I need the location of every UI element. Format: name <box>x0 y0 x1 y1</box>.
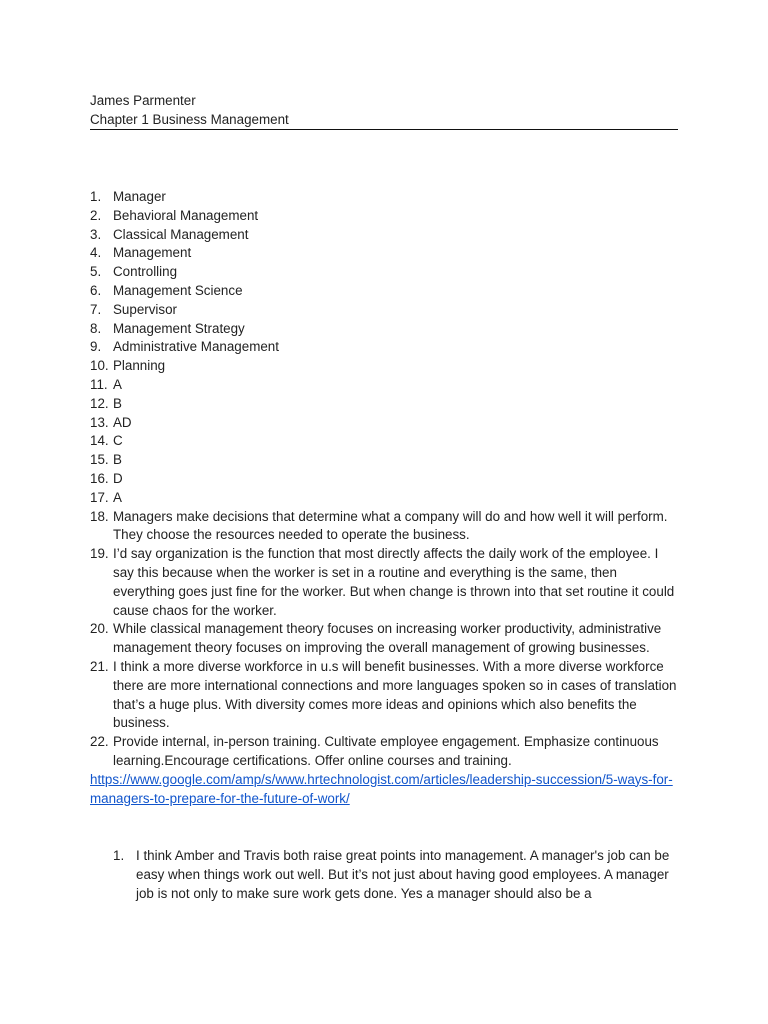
list-item-text: Controlling <box>113 264 178 280</box>
answer-item <box>90 414 680 433</box>
list-item-text: While classical management theory focuses on increasing worker productivity, administrative management theory focuses on improving the overall management of growing businesses. <box>113 621 662 656</box>
list-item-text: A <box>113 376 122 392</box>
list-item-text: Management <box>113 245 192 261</box>
list-item-text: Behavioral Management <box>113 207 259 223</box>
list-item-number: 20. <box>90 621 109 637</box>
list-item-number: 13. <box>90 414 109 430</box>
list-item-number: 1. <box>113 848 125 864</box>
answer-item <box>90 733 680 771</box>
list-item-text: I’d say organization is the function that most directly affects the daily work of the employee. I say this because when the worker is set in a routine and everything is the same, then everything goes just fine for the worker. But when change is thrown into that set routine it could cause chaos for the worker. <box>113 546 675 618</box>
answer-item <box>90 338 680 357</box>
list-item-text: I think a more diverse workforce in u.s will benefit businesses. With a more diverse workforce there are more international connections and more languages spoken so in cases of translation that’s a huge plus. With diversity comes more ideas and opinions which also benefits the business. <box>113 658 677 731</box>
document-page <box>90 91 680 904</box>
answer-item <box>90 226 680 245</box>
answer-item <box>90 545 680 620</box>
list-item-text: Provide internal, in-person training. Cultivate employee engagement. Emphasize continuous learning.Encourage certifications. Offer online courses and training. <box>113 734 659 768</box>
list-item-text: Administrative Management <box>113 339 279 355</box>
list-item-number: 1. <box>90 189 102 204</box>
list-item-number: 16. <box>90 470 109 486</box>
answer-item <box>90 301 680 320</box>
answer-item <box>90 432 680 451</box>
answer-item <box>90 357 680 376</box>
discussion-list <box>90 847 680 903</box>
list-item-text: Management Strategy <box>113 320 245 336</box>
list-item-number: 17. <box>90 489 109 505</box>
list-item-text: C <box>113 433 123 449</box>
list-item-number: 9. <box>90 339 102 355</box>
list-item-text: Supervisor <box>113 301 178 317</box>
answer-item <box>90 244 680 263</box>
list-item-number: 19. <box>90 546 109 562</box>
list-item-text: AD <box>113 414 132 430</box>
answer-item <box>90 188 680 207</box>
list-item-text: I think Amber and Travis both raise great points into management. A manager's job can be easy when things work out well. But it’s not just about having good employees. A manager job is not only to make sure work gets done. Yes a manager should also be a <box>136 848 670 901</box>
answer-item <box>90 470 680 489</box>
list-item-number: 5. <box>90 264 102 280</box>
list-item-number: 14. <box>90 433 109 449</box>
source-link[interactable]: https://www.google.com/amp/s/www.hrtechnologist.com/articles/leadership-succession/5-ways-for-managers-to-prepare-for-the-future-of-work/ <box>90 771 673 806</box>
list-item-number: 4. <box>90 245 102 261</box>
list-item-number: 7. <box>90 301 102 317</box>
discussion-item <box>90 847 680 903</box>
header-divider <box>90 129 678 130</box>
answer-item <box>90 207 680 226</box>
answer-item <box>90 263 680 282</box>
answer-item <box>90 489 680 508</box>
list-item-text: Manager <box>113 189 166 204</box>
answer-item <box>90 282 680 301</box>
list-item-number: 12. <box>90 395 109 411</box>
answer-item <box>90 395 680 414</box>
answer-item <box>90 508 680 546</box>
list-item-text: B <box>113 395 122 411</box>
answer-item <box>90 376 680 395</box>
list-item-number: 10. <box>90 358 109 374</box>
list-item-number: 21. <box>90 658 109 674</box>
list-item-number: 15. <box>90 452 109 468</box>
list-item-number: 22. <box>90 734 109 750</box>
answer-item <box>90 658 680 733</box>
list-item-text: B <box>113 452 122 468</box>
list-item-number: 8. <box>90 320 102 336</box>
list-item-text: Planning <box>113 358 166 374</box>
list-item-number: 18. <box>90 508 109 524</box>
document-subtitle: Chapter 1 Business Management <box>90 112 289 127</box>
answer-item <box>90 451 680 470</box>
list-item-text: Management Science <box>113 282 243 298</box>
list-item-number: 3. <box>90 226 102 242</box>
answer-item <box>90 320 680 339</box>
answers-list <box>90 188 680 771</box>
list-item-text: D <box>113 470 123 486</box>
list-item-number: 6. <box>90 282 102 298</box>
answer-item <box>90 620 680 658</box>
list-item-number: 2. <box>90 207 102 223</box>
author-name: James Parmenter <box>90 93 196 108</box>
list-item-number: 11. <box>90 376 108 392</box>
list-item-text: Managers make decisions that determine what a company will do and how well it will perform. They choose the resources needed to operate the business. <box>113 508 668 543</box>
list-item-text: A <box>113 489 122 505</box>
list-item-text: Classical Management <box>113 226 249 242</box>
